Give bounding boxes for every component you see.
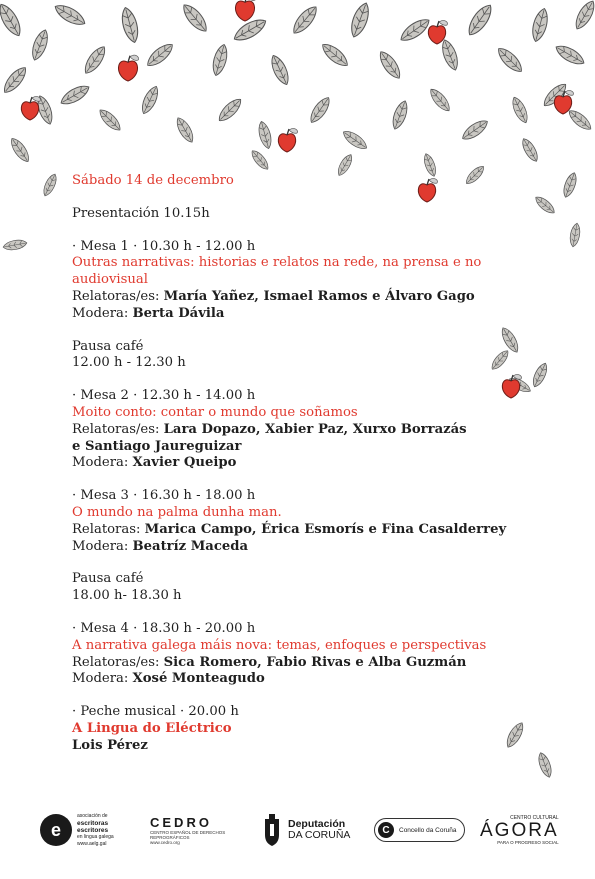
leaf-icon (289, 3, 321, 37)
leaf-icon (494, 44, 525, 75)
leaf-icon (553, 42, 587, 68)
leaf-icon (29, 28, 51, 62)
mesa4-moderator: Xosé Monteagudo (132, 671, 265, 687)
cedro-name: CEDRO (150, 815, 212, 830)
pause2-label: Pausa café (72, 571, 144, 587)
leaf-icon (376, 48, 404, 81)
aelg-line3: escritores (77, 826, 109, 834)
leaf-icon (439, 38, 461, 72)
closing-performer: Lois Pérez (72, 737, 148, 753)
agora-sub: PARA O PROGRESO SOCIAL (497, 840, 559, 845)
mesa3-title: O mundo na palma dunha man. (72, 504, 282, 520)
leaf-icon (427, 86, 453, 114)
mesa1-title: Outras narrativas: (72, 255, 195, 271)
aelg-line1: asociación de (77, 812, 108, 819)
apple-icon (118, 55, 138, 81)
mesa3-moderator: Beatríz Maceda (132, 538, 249, 554)
mesa2-speakers-line1: Lara Dopazo, Xabier Paz, Xurxo Borrazás (163, 421, 467, 437)
mesa2-time: · Mesa 2 · 12.30 h - 14.00 h (72, 388, 256, 404)
mesa3-moderator-label: Modera: (72, 538, 133, 554)
mesa1-moderator-label: Modera: (72, 305, 133, 321)
mesa2-speakers-line2: e Santiago Jaureguizar (72, 438, 242, 454)
mesa2-speakers-label: Relatoras/es: (72, 421, 164, 437)
agora-top: CENTRO CULTURAL (510, 815, 559, 821)
leaf-icon (519, 136, 540, 163)
leaf-icon (397, 15, 432, 45)
mesa3-time: · Mesa 3 · 16.30 h - 18.00 h (72, 488, 256, 504)
closing-time: · Peche musical · 20.00 h (72, 704, 239, 720)
shield-icon (262, 813, 282, 847)
leaf-icon (96, 106, 123, 133)
pause1-label: Pausa café (72, 338, 144, 354)
leaf-icon (2, 238, 27, 251)
leaf-icon (119, 6, 141, 44)
mesa1-speakers-label: Relatoras/es: (72, 288, 164, 304)
mesa1-time: · Mesa 1 · 10.30 h - 12.00 h (72, 238, 256, 254)
leaf-icon (173, 115, 196, 144)
agora-logo (480, 800, 559, 860)
leaf-icon (566, 107, 594, 133)
mesa3-speakers-label: Relatoras: (72, 521, 145, 537)
leaf-icon (144, 40, 176, 70)
apple-icon (278, 128, 297, 152)
closing-title: A Lingua do Eléctrico (72, 720, 232, 736)
leaf-icon (536, 751, 554, 779)
deputacion-line2: DA CORUÑA (288, 829, 351, 841)
leaf-icon (52, 1, 88, 29)
event-date: Sábado 14 de decembro (72, 173, 234, 188)
deputacion-line1: Deputación (288, 818, 346, 830)
pause2-time: 18.00 h- 18.30 h (72, 588, 182, 604)
leaf-icon (572, 0, 595, 32)
leaf-icon (0, 1, 25, 39)
mesa1-moderator: Berta Dávila (132, 305, 225, 321)
leaf-icon (307, 94, 333, 125)
cedro-line2: REPROGRÁFICOS (150, 835, 190, 840)
mesa4-speakers-label: Relatoras/es: (72, 654, 164, 670)
leaf-icon (509, 95, 530, 125)
leaf-icon (256, 120, 273, 150)
mesa2-title: Moito conto: (72, 404, 157, 420)
leaf-icon (561, 171, 579, 199)
aelg-line4: en lingua galega (77, 833, 114, 840)
mesa2-subtitle: contar o mundo que soñamos (156, 404, 358, 420)
aelg-line5: www.aelg.gal (77, 840, 107, 847)
leaf-icon (0, 64, 30, 96)
leaf-icon (249, 148, 271, 172)
concello-mark: C (378, 822, 394, 838)
aelg-mark: e (40, 814, 72, 846)
mesa2-moderator: Xavier Queipo (132, 455, 237, 471)
leaf-icon (81, 43, 109, 76)
mesa1-subtitle: historias e relatos na rede, na prensa e no audiovisual (72, 255, 482, 288)
leaf-icon (464, 1, 496, 38)
leaf-icon (8, 136, 33, 165)
concello-text: Concello da Coruña (399, 826, 457, 834)
leaf-icon (568, 222, 581, 247)
apple-icon (235, 0, 255, 21)
mesa2-moderator-label: Modera: (72, 455, 133, 471)
presentation-time: Presentación 10.15h (72, 205, 210, 221)
mesa3-speakers: Marica Campo, Érica Esmorís e Fina Casalderrey (144, 521, 507, 537)
mesa4-speakers: Sica Romero, Fabio Rivas e Alba Guzmán (163, 654, 467, 670)
cedro-line3: www.cedro.org (150, 840, 180, 845)
leaf-icon (348, 1, 373, 39)
leaf-icon (341, 128, 370, 153)
leaf-icon (215, 95, 244, 124)
cedro-line1: CENTRO ESPAÑOL DE DERECHOS (150, 830, 226, 835)
mesa4-subtitle: temas, enfoques e perspectivas (272, 637, 487, 653)
leaf-icon (210, 43, 230, 77)
leaf-icon (41, 172, 59, 198)
leaf-icon (319, 40, 351, 70)
leaf-icon (139, 84, 162, 116)
mesa4-moderator-label: Modera: (72, 671, 133, 687)
mesa4-time: · Mesa 4 · 18.30 h - 20.00 h (72, 620, 256, 636)
program-content (72, 173, 542, 755)
leaf-icon (529, 7, 550, 43)
agora-name: ÁGORA (480, 820, 559, 841)
cedro-logo (150, 800, 225, 860)
leaf-icon (459, 117, 490, 143)
mesa4-title: A narrativa galega máis nova: (72, 637, 273, 653)
leaf-icon (179, 1, 211, 35)
mesa1-speakers: María Yañez, Ismael Ramos e Álvaro Gago (163, 288, 475, 304)
concello-logo (374, 800, 465, 860)
aelg-logo (40, 800, 114, 860)
deputacion-logo (262, 800, 350, 860)
leaf-icon (390, 99, 411, 131)
aelg-line2: escritoras (77, 819, 109, 827)
pause1-time: 12.00 h - 12.30 h (72, 355, 186, 371)
leaf-icon (231, 15, 269, 45)
leaf-icon (268, 53, 292, 87)
leaf-icon (58, 82, 92, 108)
sponsor-logos (0, 800, 595, 860)
apple-icon (21, 96, 40, 120)
